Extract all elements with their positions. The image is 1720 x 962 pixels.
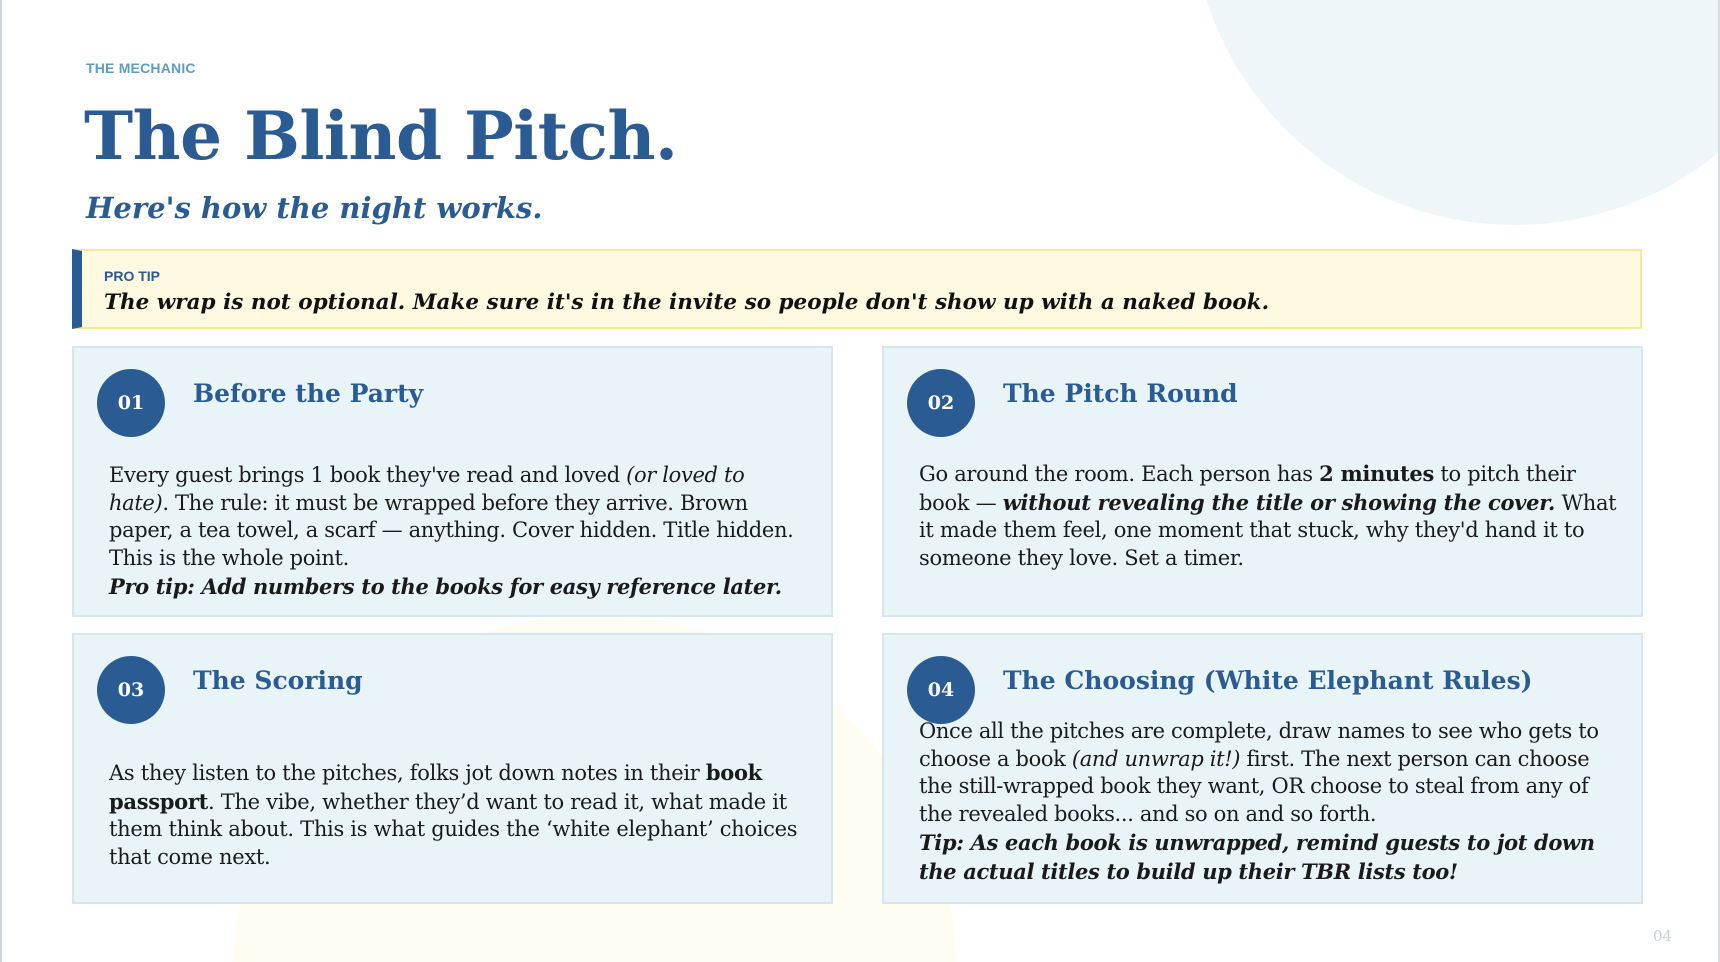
- section-eyebrow: THE MECHANIC: [86, 60, 196, 76]
- step-description: [109, 462, 809, 602]
- pro-tip-text: The wrap is not optional. Make sure it's in the invite so people don't show up with a naked book.: [104, 290, 1270, 315]
- step-description: [919, 718, 1619, 886]
- step-number-badge: 01: [97, 369, 165, 437]
- step-title: The Pitch Round: [1003, 379, 1238, 408]
- step-text-bold-italic: without revealing the title or showing the cover.: [1002, 489, 1556, 515]
- step-title: Before the Party: [193, 379, 424, 408]
- step-text: first. The next person can choose the still-wrapped book they want, OR choose to steal from any of the revealed books... and so on and so forth.: [919, 746, 1590, 827]
- step-tip: Tip: As each book is unwrapped, remind guests to jot down the actual titles to build up their TBR lists too!: [919, 829, 1595, 884]
- step-text-bold: 2 minutes: [1319, 461, 1435, 486]
- step-description: [109, 759, 809, 872]
- step-card-the-scoring: [72, 633, 833, 904]
- step-text: . The vibe, whether they’d want to read it, what made it them think about. This is what guides the ‘white elephant’ choices that come next.: [109, 789, 798, 870]
- step-text: . The rule: it must be wrapped before they arrive. Brown paper, a tea towel, a scarf — anything. Cover hidden. Title hidden. This is the whole point.: [109, 490, 794, 571]
- pro-tip-callout: [72, 249, 1642, 329]
- step-text: to pitch their book —: [919, 462, 1576, 515]
- step-title: The Choosing (White Elephant Rules): [1003, 666, 1533, 695]
- decorative-circle-top: [1190, 0, 1720, 225]
- step-text: As they listen to the pitches, folks jot down notes in their: [109, 761, 706, 785]
- page-title: The Blind Pitch.: [84, 97, 678, 175]
- step-text: Every guest brings 1 book they've read and loved: [109, 463, 627, 487]
- step-text: Once all the pitches are complete, draw names to see who gets to choose a book: [919, 719, 1599, 771]
- step-number-badge: 04: [907, 656, 975, 724]
- step-text: Go around the room. Each person has: [919, 462, 1320, 486]
- step-text-italic: (or loved to hate): [109, 463, 745, 515]
- step-text-bold: book passport: [109, 760, 762, 814]
- step-card-before-the-party: [72, 346, 833, 617]
- step-tip: Pro tip: Add numbers to the books for easy reference later.: [109, 573, 782, 599]
- step-number-badge: 03: [97, 656, 165, 724]
- step-card-the-choosing: [882, 633, 1643, 904]
- step-number-badge: 02: [907, 369, 975, 437]
- step-description: [919, 460, 1619, 573]
- step-card-the-pitch-round: [882, 346, 1643, 617]
- step-text: What it made them feel, one moment that stuck, why they'd hand it to someone they love. Set a timer.: [919, 490, 1617, 571]
- pro-tip-label: PRO TIP: [104, 268, 161, 284]
- page-subtitle: Here's how the night works.: [86, 191, 543, 225]
- step-title: The Scoring: [193, 666, 363, 695]
- page-number: 04: [1653, 927, 1673, 945]
- step-text-italic: (and unwrap it!): [1071, 746, 1241, 771]
- slide-edge-left: [0, 0, 2, 962]
